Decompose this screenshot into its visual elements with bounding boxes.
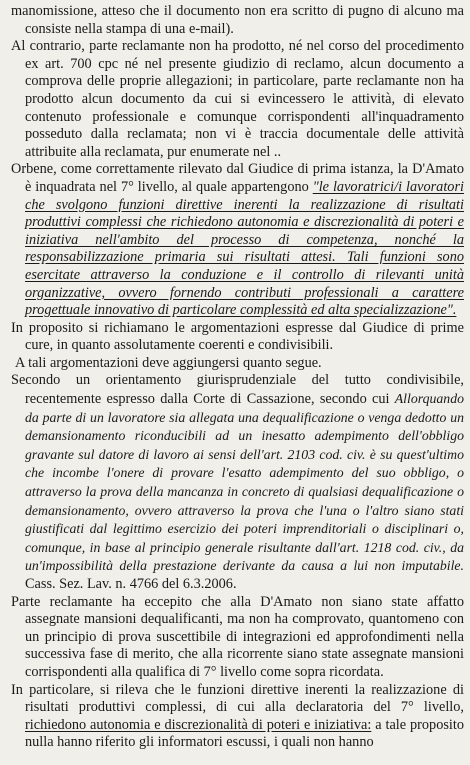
paragraph-3 — [11, 161, 464, 319]
paragraph-8-text: In particolare, si rileva che le funzioni direttive inerenti la realizzazione di risultati produttivi complessi, di cui alla declaratoria del 7° livello, — [11, 681, 464, 716]
paragraph-2: Al contrario, parte reclamante non ha prodotto, né nel corso del procedimento ex art. 700 cpc né nel presente giudizio di reclamo, alcun documento a comprova delle proprie allegazioni; in particolare, parte reclamante non ha prodotto alcun documento da cui si evincessero le attività, di elevato contenuto professionale e comunque corrispondenti all'inquadramento posseduto dalla reclamata; non vi è traccia documentale delle attività attribuite alla reclamata, pur enumerate nel .. — [11, 38, 464, 160]
paragraph-6 — [11, 372, 464, 593]
case-citation: Cass. Sez. Lav. n. 4766 del 6.3.2006. — [25, 576, 237, 592]
paragraph-4: In proposito si richiamano le argomentazioni espresse dal Giudice di prime cure, in quanto assolutamente coerenti e condivisibili. — [11, 319, 464, 354]
paragraph-7: Parte reclamante ha eccepito che alla D'Amato non siano state affatto assegnate mansioni dequalificanti, ma non ha comprovato, quantomeno con un principio di prova suscettibile di integrazioni ed approfondimenti nella successiva fase di merito, che alla ricorrente siano state assegnate mansioni corrispondenti alla qualifica di 7° livello come sopra ricordata. — [11, 593, 464, 680]
paragraph-8 — [11, 682, 464, 752]
cassation-quote: Allorquando da parte di un lavoratore sia allegata una dequalificazione o venga dedotto un demansionamento riconducibili ad un inesatto adempimento dell'obbligo gravante sul datore di lavoro ai sensi dell'art. 2103 cod. civ. è su quest'ultimo che incombe l'onere di provare l'esatto adempimento del suo obbligo, o attraverso la prova della mancanza in concreto di qualsiasi dequalificazione o demansionamento, ovvero attraverso la prova che l'una o l'altro siano stati giustificati dal legittimo esercizio dei poteri imprenditoriali o disciplinari o, comunque, in base al principio generale risultante dall'art. 1218 cod. civ., da un'impossibilità della prestazione derivante da causa a lui non imputabile. — [25, 391, 464, 574]
paragraph-3-text: Orbene, come correttamente rilevato dal Giudice di prima istanza, la D'Amato è inquadrata nel 7° livello, al quale appartengono — [11, 161, 464, 195]
paragraph-8-end: a tale proposito nulla hanno riferito gli informatori escussi, i quali non hanno — [25, 716, 464, 751]
paragraph-5: A tali argomentazioni deve aggiungersi quanto segue. — [15, 354, 322, 371]
paragraph-6-text: Secondo un orientamento giurisprudenziale del tutto condivisibile, recentemente espresso dalla Corte di Cassazione, secondo cui — [11, 372, 464, 408]
underlined-phrase: richiedono autonomia e discrezionalità di poteri e iniziativa: — [25, 716, 372, 733]
level-7-declaration-quote: "le lavoratrici/i lavoratori che svolgono funzioni direttive inerenti la realizzazione di risultati produttivi complessi che richiedono autonomia e discrezionalità di poteri e iniziativa nell'ambito del processo di competenza, nonché la responsabilizzazione primaria sui risultati attesi. Tali funzioni sono esercitate attraverso la conduzione e il controllo di rilevanti unità organizzative, ovvero fornendo contributi professionali a carattere progettuale innovativo di particolare complessità ed alta specializzazione". — [25, 178, 464, 319]
paragraph-1: manomissione, atteso che il documento non era scritto di pugno di alcuno ma consiste nella stampa di una e-mail). — [11, 3, 464, 37]
